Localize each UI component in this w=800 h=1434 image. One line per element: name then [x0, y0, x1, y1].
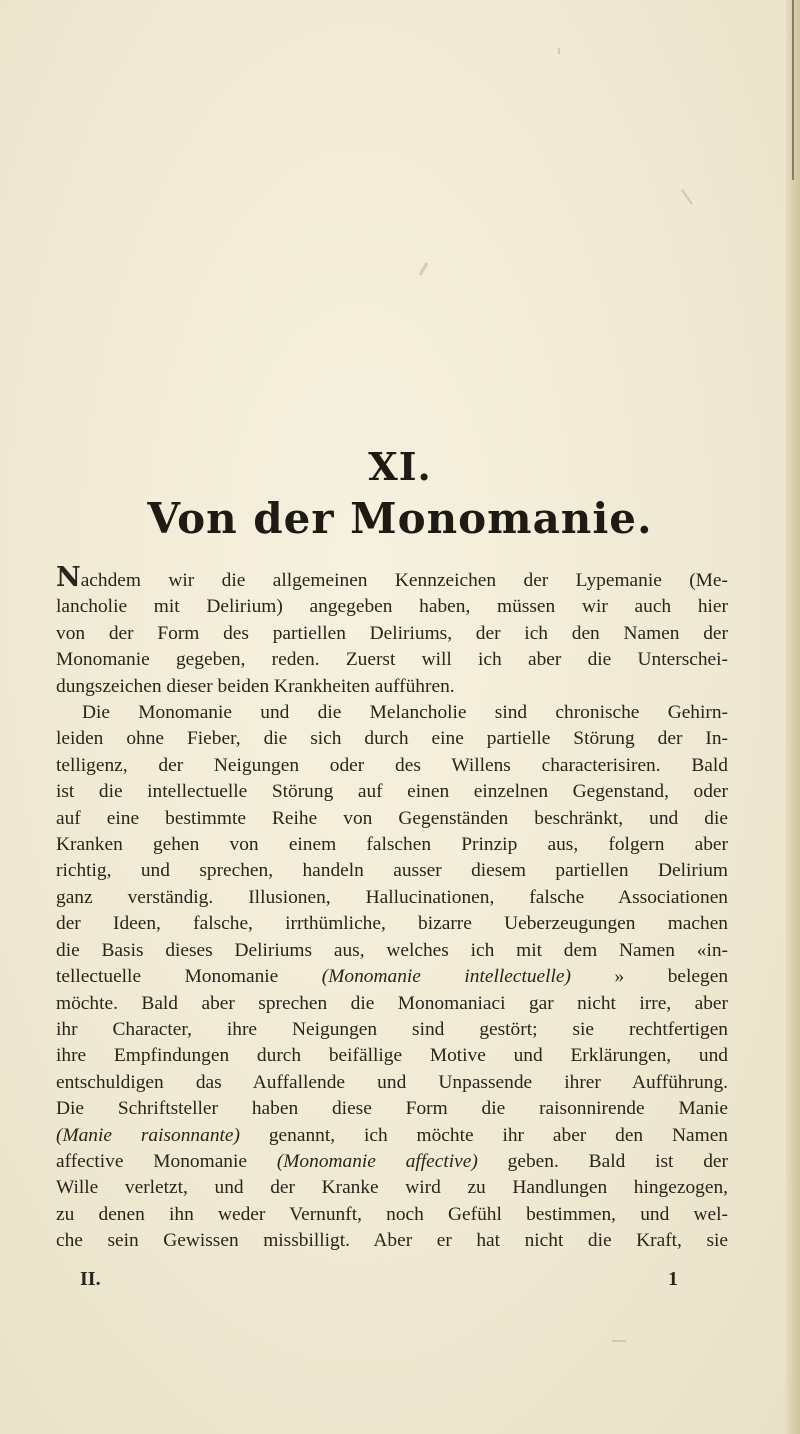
paper-speck	[612, 1340, 626, 1342]
text-line: möchte. Bald aber sprechen die Monomaniaci gar nicht irre, aber	[56, 992, 728, 1014]
text-line: Wille verletzt, und der Kranke wird zu Handlungen hingezogen,	[56, 1177, 728, 1199]
text-line	[56, 562, 728, 594]
text-line: zu denen ihn weder Vernunft, noch Gefühl bestimmen, und wel-	[56, 1203, 728, 1225]
text-line	[56, 1123, 728, 1149]
text-line: leiden ohne Fieber, die sich durch eine partielle Störung der In-	[56, 728, 728, 750]
chapter-title: Von der Monomanie.	[147, 494, 653, 543]
italic-term: (Monomanie affective)	[276, 1150, 478, 1172]
text-line: entschuldigen das Auffallende und Unpassende ihrer Aufführung.	[56, 1071, 728, 1093]
italic-term: (Monomanie intellectuelle)	[321, 966, 571, 988]
text-line: ganz verständig. Illusionen, Hallucinationen, falsche Associationen	[56, 886, 728, 908]
body-text	[56, 562, 729, 1255]
text-line: telligenz, der Neigungen oder des Willens characterisiren. Bald	[56, 754, 728, 776]
italic-term: (Manie raisonnante)	[56, 1124, 240, 1146]
text-line: Monomanie gegeben, reden. Zuerst will ich aber die Unterschei-	[56, 649, 728, 671]
text-line: die Basis dieses Deliriums aus, welches ich mit dem Namen «in-	[56, 939, 728, 961]
text-line: der Ideen, falsche, irrthümliche, bizarre Ueberzeugungen machen	[56, 913, 728, 935]
drop-cap: N	[56, 562, 81, 593]
text-segment: tellectuelle Monomanie	[56, 966, 322, 988]
text-segment: » belegen	[571, 966, 729, 988]
text-line: richtig, und sprechen, handeln ausser diesem partiellen Delirium	[56, 860, 728, 882]
text-line: von der Form des partiellen Deliriums, der ich den Namen der	[56, 622, 728, 644]
signature-mark: II.	[80, 1268, 101, 1290]
text-line: che sein Gewissen missbilligt. Aber er hat nicht die Kraft, sie	[56, 1230, 728, 1252]
text-segment: genannt, ich möchte ihr aber den Namen	[239, 1124, 728, 1146]
text-line: ihre Empfindungen durch beifällige Motive und Erklärungen, und	[56, 1045, 728, 1067]
text-line: Die Schriftsteller haben diese Form die raisonnirende Manie	[56, 1098, 728, 1120]
text-line: Kranken gehen von einem falschen Prinzip aus, folgern aber	[56, 834, 728, 856]
text-line: lancholie mit Delirium) angegeben haben, müssen wir auch hier	[56, 596, 728, 618]
text-segment: geben. Bald ist der	[477, 1150, 728, 1172]
text-segment: affective Monomanie	[56, 1150, 277, 1172]
text-line: dungszeichen dieser beiden Krankheiten aufführen.	[56, 675, 455, 697]
page-edge-mark	[792, 0, 794, 180]
paper-speck	[558, 48, 560, 54]
text-line: Die Monomanie und die Melancholie sind chronische Gehirn-	[82, 702, 728, 724]
text-line	[56, 964, 728, 990]
text-line: auf eine bestimmte Reihe von Gegenständen beschränkt, und die	[56, 807, 728, 829]
text-line: ihr Character, ihre Neigungen sind gestört; sie rechtfertigen	[56, 1018, 728, 1040]
text-line	[56, 1149, 728, 1175]
signature-number: 1	[668, 1268, 678, 1290]
text-line-content: achdem wir die allgemeinen Kennzeichen der Lypemanie (Me-	[80, 570, 728, 591]
page-edge	[786, 0, 800, 1434]
chapter-number: XI.	[368, 444, 432, 489]
text-line: ist die intellectuelle Störung auf einen einzelnen Gegenstand, oder	[56, 781, 728, 803]
